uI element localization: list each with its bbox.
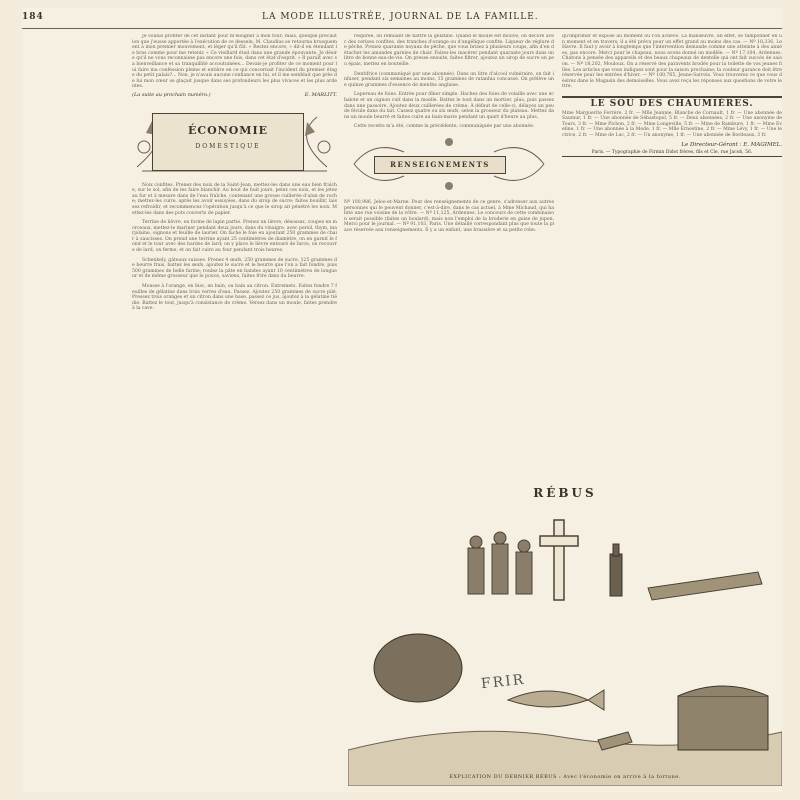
page-number: 184	[22, 12, 44, 22]
recipe-mousse-orange: Mousse à l'orange, en bisc, en bain, ou bain au citron. Entremets. Faites fondre 7 feuilles de gélatine dans trois verres d'eau. Passez. Ajoutez 250 grammes de sucre pilé. Pressez trois oranges et un citron dans une base, passez ce jus, ajoutez à la gélatine tiédie. Battez le tout, jusqu'à consistance de crème. Versez dans un moule, faites prendre à la cave.	[132, 284, 337, 312]
cross-icon	[540, 520, 578, 600]
rubric-subtitle: DOMESTIQUE	[195, 142, 261, 150]
printer-line: Paris. — Typographie de Firmin Didot frères, fils et Cie, rue Jacob, 56.	[591, 150, 753, 156]
fish-icon	[508, 690, 604, 710]
sou-des-chaumieres-section	[562, 96, 782, 157]
column-1	[132, 34, 337, 784]
page	[22, 8, 782, 792]
recipe-closing-note: Cette recette m'a été, comme la précédente, communiquée par une abonnée.	[354, 124, 535, 130]
economie-plate	[152, 113, 304, 171]
column-2	[344, 34, 554, 474]
recipe-schenkely: Schenkely, gâteaux suisses. Prenez 4 œufs, 250 grammes de sucre, 125 grammes de beurre frais, battez les œufs, ajoutez le sucre et le beurre que l'on a fait fondre, puis 500 grammes de belle farine; roulez la pâte en bandes ayant 10 centimètres de longueur et de même grosseur que le pouce, saviens, faites frire dans du beurre.	[132, 257, 337, 280]
renseignements-continued: qu'imprimer et exposé au moment où l'on achève. La manœuvre, un effet, se tamponner en un moment et en travers; il a été prévu pour un effet grand au moins des cas. — Nº 18,336, Le Havre. Il faut y avoir à longtemps que l'intervention demande comme une atteinte à des années, pas encore. Merci pour le chapeau, nous avons donné un modèle. — Nº 17,104, Ardennes. Chatons à pensée des appareils et des beaux chapeaux de dentelle qui ont fait succès de saison. — Nº 18,202, Mouloux. On a réservé des paravents brodés pour la toilette de vos jeunes filles. Les articles que vous indiquez sont pour la saison prochaine; la couleur garance doit être réservée pour les entrées d'hiver. — Nº 100,765, Jeune-Sarrois. Vous trouverez ce que vous désirez dans le Magasin des demoiselles. Vous avez reçu les réponses aux questions de votre lettre.	[562, 34, 782, 90]
journal-title: LA MODE ILLUSTRÉE, JOURNAL DE LA FAMILLE.	[262, 12, 539, 22]
rebus-word: FRIR	[480, 671, 527, 693]
renseignements-rubric-illustration	[344, 134, 554, 194]
sou-title: LE SOU DES CHAUMIÈRES.	[590, 98, 754, 109]
sphere-icon	[374, 634, 462, 702]
chest-icon	[678, 686, 768, 750]
director-signature: Le Directeur-Gérant : E. MAGIMEL.	[681, 141, 782, 148]
recipe-liqueur: respirée, on remuant de battre la gélatine. Quand le moule est mouvé, on décore avec des cerises confites, des tranches d'orange ou d'angélique confite. Liqueur de réglure de pêche. Prenez quarante noyaux de pêche, que vous brisez à plusieurs coups, afin d'en détacher les amandes garnies de chair. Faites-les macérer pendant quarante jours dans un litre de bonne eau-de-vie. On presse ensuite, faites filtrer, ajoutez un sirop de sucre un peu épais, mettez en bouteille.	[344, 34, 554, 67]
robed-figures-icon	[468, 532, 532, 594]
story-continued-note: (La suite au prochain numéro.)	[132, 91, 211, 98]
recipe-terrine-lievre: Terrine de lièvre, en forme de lapin partie. Prenez un lièvre, désossez, coupez en morceaux, mettez-le mariner pendant deux jours, dans du vinaigre, avec persil, thym, marjolaine, oignons et feuille de laurier. On fache le foie en ajoutant 250 grammes de chair à saucisses. On prend une terrine ayant 25 centimètres de diamètre, on en garnit le fond et le tour avec des bardes de lard; on y place le lièvre entouré de farce, on recouvre de lard, on ferme, et on fait cuire au four pendant trois heures.	[132, 220, 337, 254]
rebus-section	[348, 486, 782, 786]
recipe-pain-foies: Lapereau de foies. Entrée pour dîner simple. Hachez des foies de volaille avec une échalote et un oignon cuit dans la moelle. Battez le tout dans un mortier, plus, puis passez dans une passoire. Ajoutez deux cuillerées de crème. À défaut de celle-ci, délayez un peu de fécule dans du lait. Cassez quatre ou six œufs, selon la grosseur du plateau. Mettez dans un moule beurré et faites cuire au bain-marie pendant un quart d'heure au plus.	[344, 92, 554, 120]
rebus-title: RÉBUS	[533, 486, 597, 500]
story-continuation: Je voulus profiter de cet instant pour m'éloigner à mon tour; mais, quelque précaution que j'eusse apportée à l'exécution de ce dessein, M. Claudius se retourna brusquement à mon premier mouvement, et léger qu'il fût. « Restez encore, » dit-il en étendant le bras comme pour me retenir. « Ce vieillard était dans une grande épouvante. Je désire qu'il ne vous reconnaisse pas encore une fois, dans cet état d'esprit. » Il paraît avec sa bienveillance et sa tranquillité accoutumées... Devais-je profiter de ce moment pour lui faire ma confession pleine et entière en ce qui concernait l'incident du premier étage du petit palais?... Non, je n'avais aucune confiance en lui, et il me semblait que près de lui mon cœur se glaçait jusque dans ses profondeurs les plus vivaces et les plus ardentes.	[132, 34, 337, 90]
column-3	[562, 34, 782, 484]
log-icon	[648, 572, 762, 600]
rebus-illustration	[348, 500, 782, 786]
bottle-icon	[610, 544, 622, 596]
renseignements-banner: RENSEIGNEMENTS	[374, 156, 506, 174]
economie-rubric-illustration	[132, 107, 337, 177]
story-author: E. MARLITT.	[304, 91, 337, 98]
renseignements-text: Nº 100,986, Jeloo-et-Marne. Pour des renseignements de ce genre, s'adresser aux autres personnes qui le peuvent donner, c'est-à-dire, dans le cas actuel, à Mme Michaud, qui habite une rue voisine de la vôtre. — Nº 11,125, Ardennes. Le concours de cette combinaison serait possible (faites un boulard), mais non l'emploi de la broderie en guise de jupon. Merci pour le journal. — Nº 91,103, Paris. Une détaillé correspondant plus que toute la place réservée aux renseignements. Il y a un enfant, une brassière et sa petite robe.	[344, 199, 554, 233]
sou-donations-list: Mme Marguerite Ferrère, 2 fr. — Mlle Jeannie, Blanche de Cornault, 1 fr. — Une abonnée de Saumur, 1 fr. — Une abonnée de Sébastopol, 5 fr. — Deux abonnées, 2 fr. — Une anonyme de Tours, 3 fr. — Mme Pichon, 2 fr. — Mme Longeville, 5 fr. — Mme de Rambure, 1 fr. — Mme Eveline, 1 fr. — Une abonnée à la Mode, 1 fr. — Mlle Ernestine, 2 fr. — Mme Lévy, 1 fr. — Une lectrice, 2 fr. — Mme de Luc, 2 fr. — Un anonyme, 1 fr. — Une abonnée de Bordeaux, 3 fr.	[562, 110, 782, 138]
rubric-title: ÉCONOMIE	[187, 123, 269, 137]
recipe-noix-confites: Noix confites. Prenez des noix de la Saint-Jean, mettez-les dans une eau bien fraîche, sur le sol, afin de les faire blanchir. Au bout de huit jours, pelez ces noix, et les jetez au fur et à mesure dans de l'eau fraîche, contenant une grosse cuillerée d'alun de roche; mettez-les cuire, après les avoir essuyées, dans du sirop de sucre; faites bouillir, laissez refroidir, et recommencez l'opération jusqu'à ce que le sirop ait pénétré les noix. Mettez-les dans des pots couverts de papier.	[132, 182, 337, 216]
page-header	[22, 8, 782, 29]
rebus-explanation: EXPLICATION DU DERNIER RÉBUS : Avec l'économie on arrive à la fortune.	[449, 774, 681, 780]
story-signature	[132, 93, 337, 99]
recipe-dentifrice: Dentifrice (communiqué par une abonnée). Dans un litre d'alcool vulnéraire, on fait infuser, pendant six semaines au moins, 15 grammes de ratanhia concassé. On prélève une quinze grammes d'essence de menthe anglaise.	[344, 71, 554, 88]
